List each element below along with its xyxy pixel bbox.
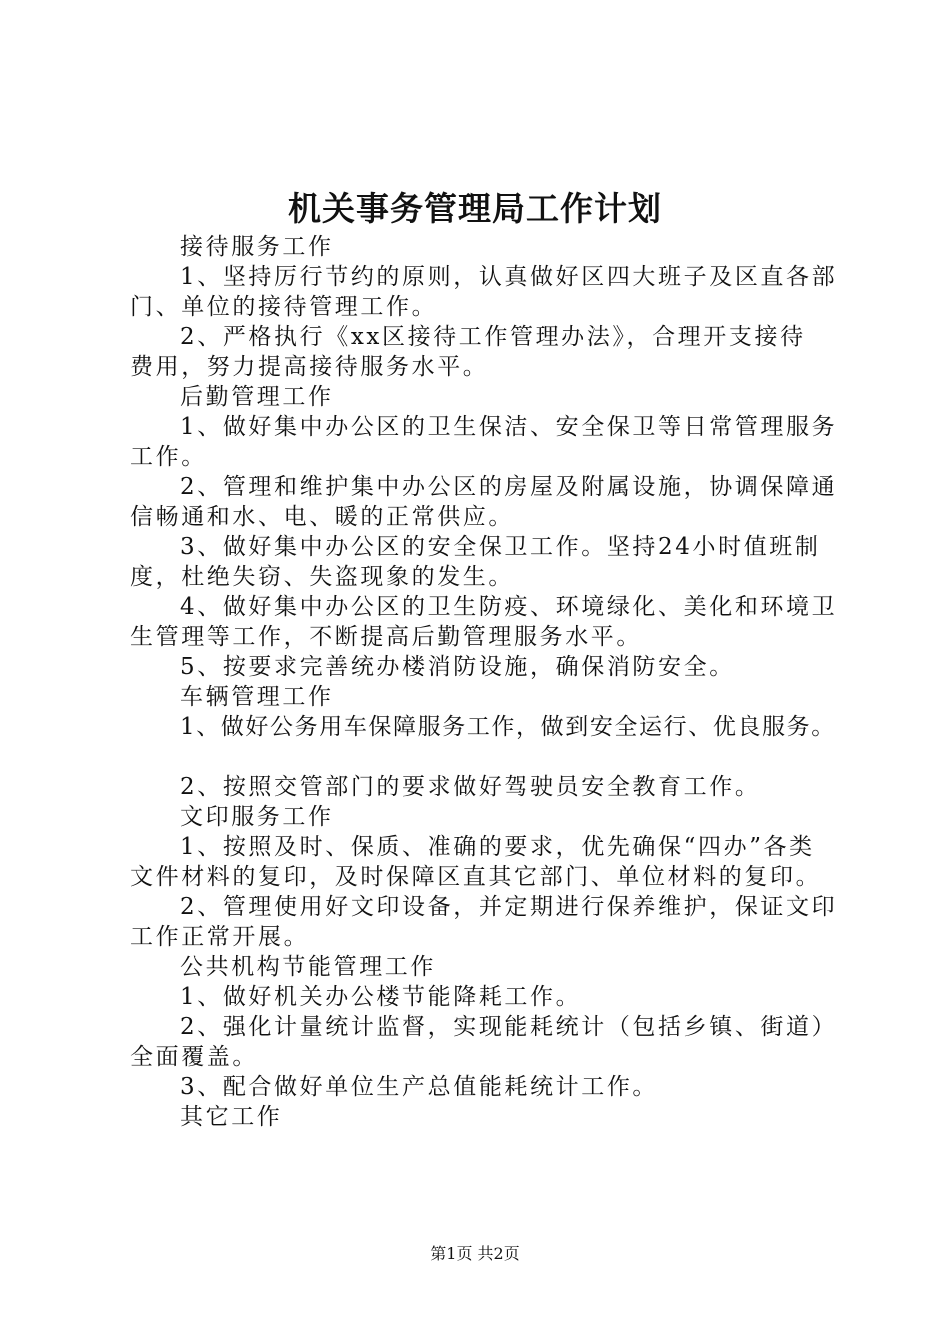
paragraph-line: 1、做好集中办公区的卫生保洁、安全保卫等日常管理服务 <box>180 414 838 440</box>
paragraph-line: 费用，努力提高接待服务水平。 <box>130 354 489 380</box>
paragraph-line: 信畅通和水、电、暖的正常供应。 <box>130 504 514 530</box>
paragraph-line: 1、按照及时、保质、准确的要求，优先确保“四办”各类 <box>180 834 815 860</box>
paragraph-line: 全面覆盖。 <box>130 1044 258 1070</box>
paragraph-line: 文件材料的复印，及时保障区直其它部门、单位材料的复印。 <box>130 864 822 890</box>
document-title: 机关事务管理局工作计划 <box>288 189 662 228</box>
paragraph-line: 1、做好机关办公楼节能降耗工作。 <box>180 984 582 1010</box>
section-heading-reception: 接待服务工作 <box>180 234 334 260</box>
paragraph-line: 3、配合做好单位生产总值能耗统计工作。 <box>180 1074 659 1100</box>
section-heading-other: 其它工作 <box>180 1104 283 1130</box>
paragraph-line: 2、管理使用好文印设备，并定期进行保养维护，保证文印 <box>180 894 838 920</box>
page-footer: 第1页 共2页 <box>430 1244 520 1263</box>
paragraph-line: 1、做好公务用车保障服务工作，做到安全运行、优良服务。 <box>180 714 836 740</box>
paragraph-line: 3、做好集中办公区的安全保卫工作。坚持24小时值班制 <box>180 534 821 560</box>
paragraph-line: 4、做好集中办公区的卫生防疫、环境绿化、美化和环境卫 <box>180 594 838 620</box>
paragraph-line: 5、按要求完善统办楼消防设施，确保消防安全。 <box>180 654 735 680</box>
paragraph-line: 2、严格执行《xx区接待工作管理办法》，合理开支接待 <box>180 324 806 350</box>
paragraph-line: 2、管理和维护集中办公区的房屋及附属设施，协调保障通 <box>180 474 838 500</box>
section-heading-energy: 公共机构节能管理工作 <box>180 954 436 980</box>
section-heading-vehicles: 车辆管理工作 <box>180 684 334 710</box>
paragraph-line: 1、坚持厉行节约的原则，认真做好区四大班子及区直各部 <box>180 264 838 290</box>
paragraph-line: 工作。 <box>130 444 207 470</box>
section-heading-printing: 文印服务工作 <box>180 804 334 830</box>
paragraph-line: 2、强化计量统计监督，实现能耗统计（包括乡镇、街道） <box>180 1014 838 1040</box>
paragraph-line: 2、按照交管部门的要求做好驾驶员安全教育工作。 <box>180 774 761 800</box>
paragraph-line: 工作正常开展。 <box>130 924 310 950</box>
blank-line <box>130 742 840 772</box>
paragraph-line: 生管理等工作，不断提高后勤管理服务水平。 <box>130 624 642 650</box>
paragraph-line: 门、单位的接待管理工作。 <box>130 294 438 320</box>
section-heading-logistics: 后勤管理工作 <box>180 384 334 410</box>
paragraph-line: 度，杜绝失窃、失盗现象的发生。 <box>130 564 514 590</box>
document-body <box>130 232 840 1132</box>
